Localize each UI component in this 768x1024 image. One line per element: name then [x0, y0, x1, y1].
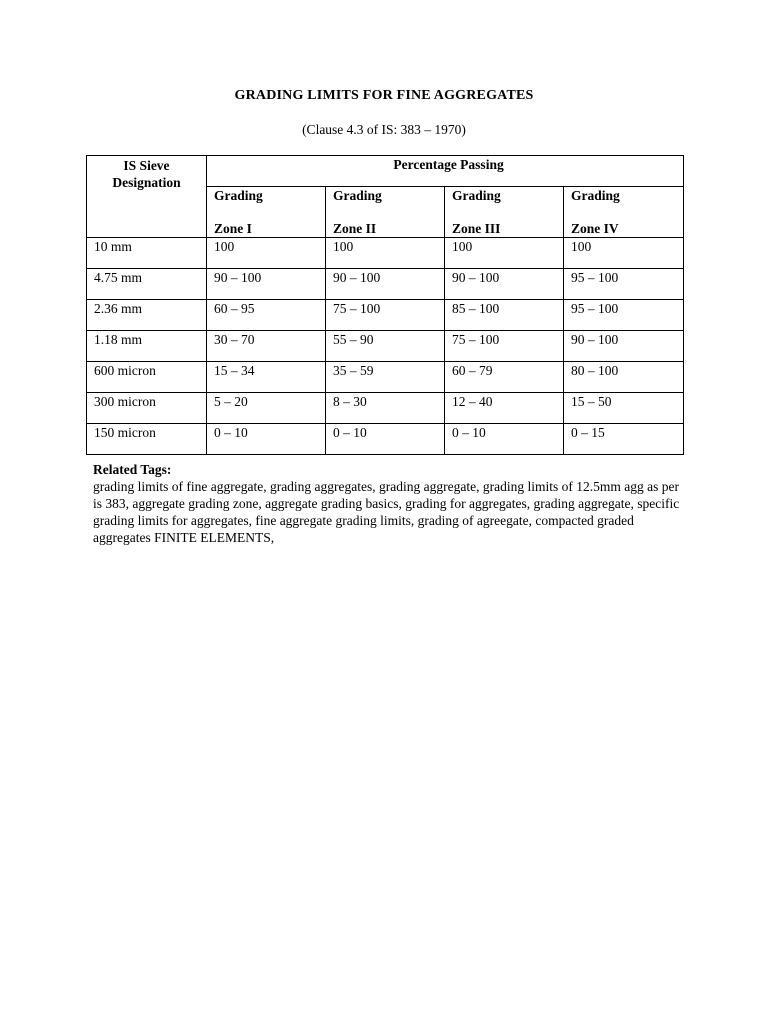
related-tags-section — [93, 461, 683, 546]
percentage-cell-zone-2: 8 – 30 — [326, 393, 445, 424]
table-row — [87, 300, 684, 331]
zone-header-line1: Grading — [452, 188, 501, 203]
percentage-passing-header: Percentage Passing — [207, 156, 684, 187]
percentage-cell-zone-4: 15 – 50 — [564, 393, 684, 424]
table-row — [87, 393, 684, 424]
percentage-cell-zone-2: 0 – 10 — [326, 424, 445, 455]
sieve-size-cell: 150 micron — [87, 424, 207, 455]
percentage-cell-zone-2: 100 — [326, 238, 445, 269]
percentage-cell-zone-4: 80 – 100 — [564, 362, 684, 393]
sieve-size-cell: 2.36 mm — [87, 300, 207, 331]
table-row — [87, 238, 684, 269]
zone-header-line2: Zone III — [452, 221, 501, 236]
zone-header-line1: Grading — [333, 188, 382, 203]
zone-header-4 — [564, 187, 684, 238]
zone-header-2 — [326, 187, 445, 238]
percentage-cell-zone-2: 35 – 59 — [326, 362, 445, 393]
sieve-size-cell: 4.75 mm — [87, 269, 207, 300]
percentage-cell-zone-2: 90 – 100 — [326, 269, 445, 300]
percentage-cell-zone-1: 90 – 100 — [207, 269, 326, 300]
percentage-cell-zone-1: 30 – 70 — [207, 331, 326, 362]
percentage-cell-zone-1: 5 – 20 — [207, 393, 326, 424]
percentage-cell-zone-3: 75 – 100 — [445, 331, 564, 362]
percentage-cell-zone-4: 0 – 15 — [564, 424, 684, 455]
percentage-cell-zone-2: 55 – 90 — [326, 331, 445, 362]
zone-header-line2: Zone I — [214, 221, 252, 236]
table-row — [87, 362, 684, 393]
percentage-cell-zone-3: 90 – 100 — [445, 269, 564, 300]
percentage-cell-zone-4: 90 – 100 — [564, 331, 684, 362]
sieve-size-cell: 300 micron — [87, 393, 207, 424]
percentage-cell-zone-1: 0 – 10 — [207, 424, 326, 455]
percentage-cell-zone-1: 15 – 34 — [207, 362, 326, 393]
sieve-size-cell: 10 mm — [87, 238, 207, 269]
sieve-designation-header: IS Sieve Designation — [87, 156, 207, 238]
related-tags-text: grading limits of fine aggregate, grading aggregates, grading aggregate, grading limits of 12.5mm agg as per is 383, aggregate grading zone, aggregate grading basics, grading for aggregates, grading aggregate, specific grading limits for aggregates, fine aggregate grading limits, grading of agreegate, compacted graded aggregates FINITE ELEMENTS, — [93, 479, 680, 545]
percentage-cell-zone-3: 100 — [445, 238, 564, 269]
percentage-cell-zone-3: 12 – 40 — [445, 393, 564, 424]
table-body — [87, 238, 684, 455]
percentage-cell-zone-4: 95 – 100 — [564, 300, 684, 331]
document-title: GRADING LIMITS FOR FINE AGGREGATES — [234, 88, 534, 103]
percentage-cell-zone-4: 95 – 100 — [564, 269, 684, 300]
zone-header-line1: Grading — [571, 188, 620, 203]
zone-header-line2: Zone IV — [571, 221, 619, 236]
table-row — [87, 424, 684, 455]
percentage-cell-zone-3: 85 – 100 — [445, 300, 564, 331]
zone-header-line1: Grading — [214, 188, 263, 203]
zone-header-3 — [445, 187, 564, 238]
table-row — [87, 331, 684, 362]
grading-limits-table — [86, 155, 684, 455]
document-subtitle: (Clause 4.3 of IS: 383 – 1970) — [302, 122, 466, 137]
percentage-cell-zone-2: 75 – 100 — [326, 300, 445, 331]
percentage-cell-zone-3: 0 – 10 — [445, 424, 564, 455]
sieve-size-cell: 600 micron — [87, 362, 207, 393]
zone-header-line2: Zone II — [333, 221, 377, 236]
percentage-cell-zone-4: 100 — [564, 238, 684, 269]
percentage-cell-zone-1: 100 — [207, 238, 326, 269]
sieve-size-cell: 1.18 mm — [87, 331, 207, 362]
table-row — [87, 269, 684, 300]
related-tags-heading: Related Tags: — [93, 462, 172, 477]
zone-header-1 — [207, 187, 326, 238]
percentage-cell-zone-3: 60 – 79 — [445, 362, 564, 393]
table-header-row — [87, 156, 684, 187]
percentage-cell-zone-1: 60 – 95 — [207, 300, 326, 331]
